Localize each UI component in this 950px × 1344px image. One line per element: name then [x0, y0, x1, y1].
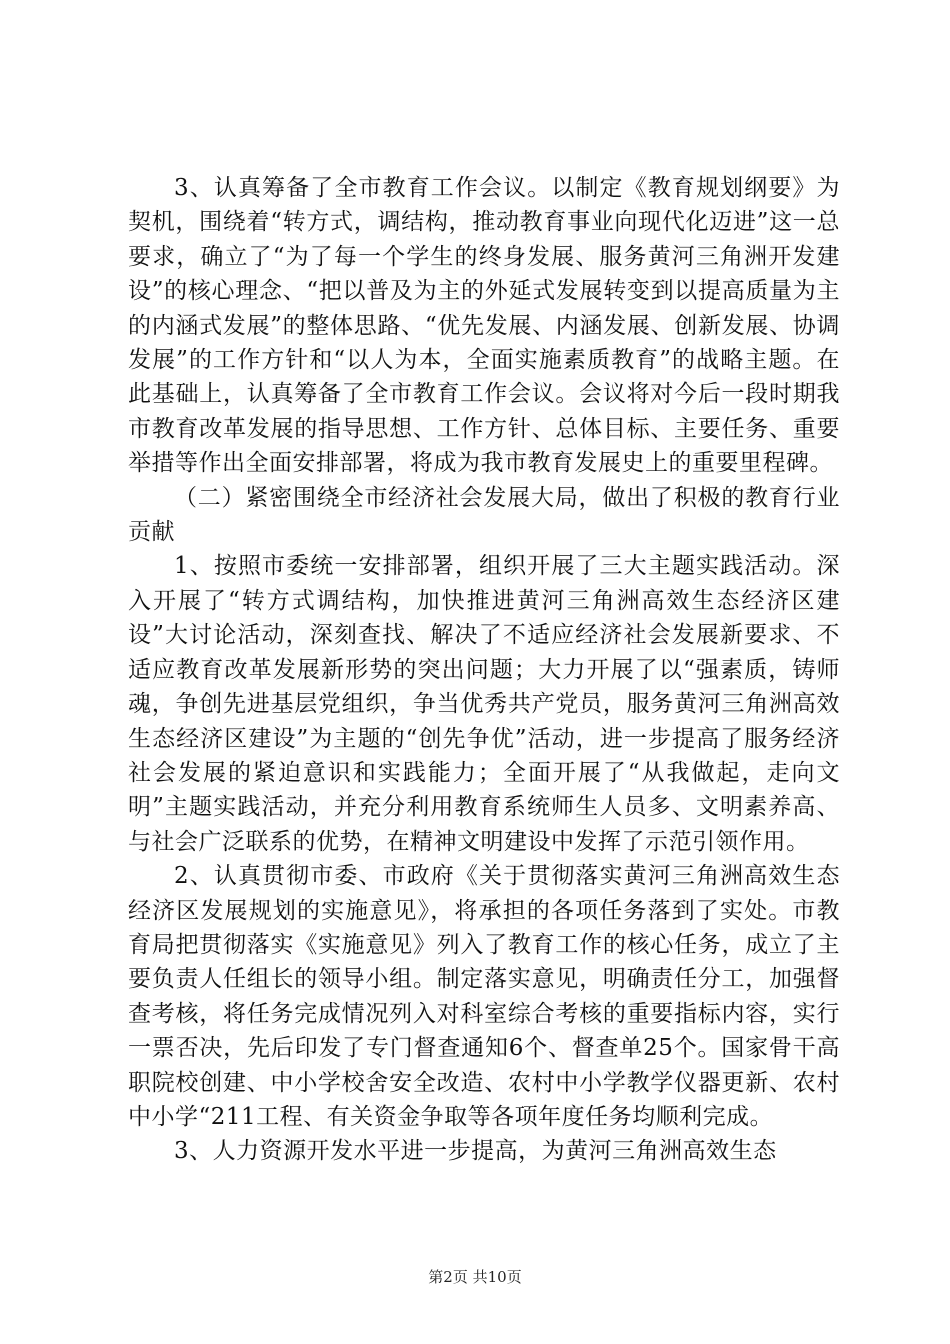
document-body [128, 171, 840, 1169]
paragraph-conference-preparation: 3、认真筹备了全市教育工作会议。以制定《教育规划纲要》为契机，围绕着“转方式，调结构，推动教育事业向现代化迈进”这一总要求，确立了“为了每一个学生的终身发展、服务黄河三角洲开发建设”的核心理念、“把以普及为主的外延式发展转变到以提高质量为主的内涵式发展”的整体思路、“优先发展、内涵发展、创新发展、协调发展”的工作方针和“以人为本，全面实施素质教育”的战略主题。在此基础上，认真筹备了全市教育工作会议。会议将对今后一段时期我市教育改革发展的指导思想、工作方针、总体目标、主要任务、重要举措等作出全面安排部署，将成为我市教育发展史上的重要里程碑。 [128, 175, 840, 477]
paragraph-human-resources: 3、人力资源开发水平进一步提高，为黄河三角洲高效生态 [174, 1138, 777, 1165]
paragraph-implementation-opinions: 2、认真贯彻市委、市政府《关于贯彻落实黄河三角洲高效生态经济区发展规划的实施意见》，将承担的各项任务落到了实处。市教育局把贯彻落实《实施意见》列入了教育工作的核心任务，成立了主要负责人任组长的领导小组。制定落实意见，明确责任分工，加强督查考核，将任务完成情况列入对科室综合考核的重要指标内容，实行一票否决，先后印发了专门督查通知6个、督查单25个。国家骨干高职院校创建、中小学校舍安全改造、农村中小学教学仪器更新、农村中小学“211工程、有关资金争取等各项年度任务均顺利完成。 [128, 863, 840, 1130]
paragraph-theme-activities: 1、按照市委统一安排部署，组织开展了三大主题实践活动。深入开展了“转方式调结构，加快推进黄河三角洲高效生态经济区建设”大讨论活动，深刻查找、解决了不适应经济社会发展新要求、不适应教育改革发展新形势的突出问题；大力开展了以“强素质，铸师魂，争创先进基层党组织，争当优秀共产党员，服务黄河三角洲高效生态经济区建设”为主题的“创先争优”活动，进一步提高了服务经济社会发展的紧迫意识和实践能力；全面开展了“从我做起，走向文明”主题实践活动，并充分利用教育系统师生人员多、文明素养高、与社会广泛联系的优势，在精神文明建设中发挥了示范引领作用。 [128, 553, 840, 855]
page-number-footer: 第2页 共10页 [428, 1268, 522, 1286]
section-heading-economic-contribution: （二）紧密围绕全市经济社会发展大局，做出了积极的教育行业贡献 [128, 484, 840, 546]
